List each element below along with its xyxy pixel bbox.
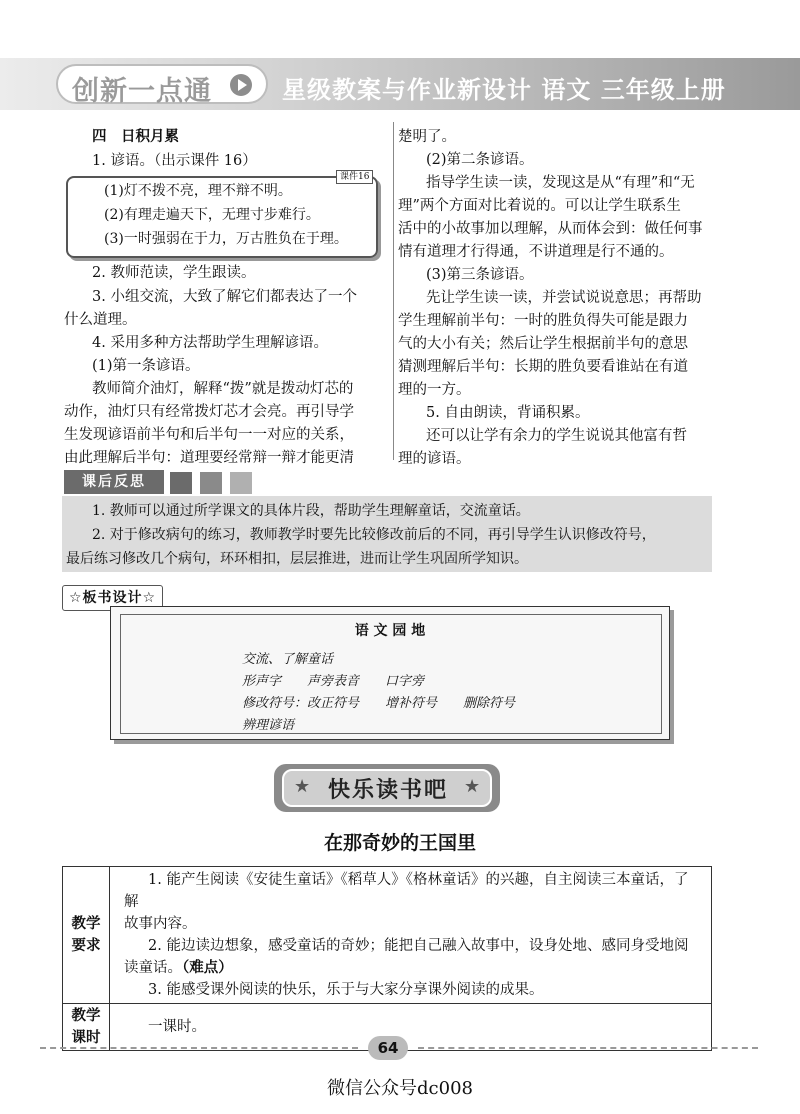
proverb-2: (2)有理走遍天下，无理寸步难行。	[104, 207, 320, 223]
difficulty-mark: （难点）	[182, 959, 233, 976]
play-icon	[230, 74, 252, 96]
right-line: 猜测理解后半句：长期的胜负要看谁站在有道	[398, 359, 688, 375]
star-icon: ★	[294, 776, 311, 797]
watermark: 微信公众号dc008	[327, 1078, 473, 1099]
left-line: 3. 小组交流，大致了解它们都表达了一个	[92, 289, 357, 305]
board-line: 形声字 声旁表音 口字旁	[242, 674, 425, 689]
hours-label: 教学 课时	[63, 1004, 110, 1051]
right-line: 学生理解前半句：一时的胜负得失可能是跟力	[398, 313, 688, 329]
board-label: ☆板书设计☆	[62, 585, 163, 611]
goal-line: 2. 能边读边想象，感受童话的奇妙；能把自己融入故事中，设身处地、感同身受地阅	[148, 938, 689, 954]
reflection-line: 1. 教师可以通过所学课文的具体片段，帮助学生理解童话，交流童话。	[92, 503, 530, 519]
left-line: 2. 教师范读，学生跟读。	[92, 265, 256, 281]
hours-cell: 一课时。	[110, 1004, 712, 1051]
left-line: 动作，油灯只有经常拨灯芯才会亮。再引导学	[64, 404, 354, 420]
board-line: 辨理谚语	[242, 718, 295, 733]
star-icon: ★	[464, 776, 481, 797]
reflection-label: 课后反思	[64, 470, 164, 494]
board-line: 交流、了解童话	[242, 652, 334, 667]
deco-square	[170, 472, 192, 494]
footer-divider	[40, 1047, 358, 1049]
goal-line: 1. 能产生阅读《安徒生童话》《稻草人》《格林童话》的兴趣，自主阅读三本童话，了解	[124, 872, 689, 910]
left-line: 生发现谚语前半句和后半句一一对应的关系，	[64, 427, 354, 443]
board-title: 语 文 园 地	[354, 623, 426, 639]
lesson-title: 在那奇妙的王国里	[323, 832, 476, 854]
right-line: (3)第三条谚语。	[426, 267, 534, 283]
goal-line: 3. 能感受课外阅读的快乐，乐于与大家分享课外阅读的成果。	[148, 982, 544, 998]
right-line: 理的一方。	[398, 382, 471, 398]
goals-label: 教学 要求	[63, 867, 110, 1004]
page-number: 64	[368, 1036, 408, 1060]
brand-text: 创新一点通	[72, 76, 212, 107]
right-line: 还可以让学有余力的学生说说其他富有哲	[426, 428, 687, 444]
slide-tag: 课件16	[336, 170, 373, 184]
goals-table	[62, 866, 712, 1051]
reading-badge-text: 快乐读书吧	[327, 778, 448, 803]
right-line: 理”两个方面对比着说的。可以让学生联系生	[398, 198, 681, 214]
goals-cell	[110, 867, 712, 1004]
footer-divider	[418, 1047, 758, 1049]
column-divider	[393, 122, 394, 460]
left-line: (1)第一条谚语。	[92, 358, 200, 374]
right-line: 活中的小故事加以理解，从而体会到：做任何事	[398, 221, 703, 237]
right-line: 先让学生读一读，并尝试说说意思；再帮助	[426, 290, 702, 306]
right-line: 气的大小有关；然后让学生根据前半句的意思	[398, 336, 688, 352]
goal-line: 故事内容。	[124, 916, 197, 932]
right-line: 5. 自由朗读，背诵积累。	[426, 405, 590, 421]
left-line: 什么道理。	[64, 312, 137, 328]
book-title: 星级教案与作业新设计 语文 三年级上册	[282, 76, 726, 104]
right-line: (2)第二条谚语。	[426, 152, 534, 168]
left-line: 4. 采用多种方法帮助学生理解谚语。	[92, 335, 328, 351]
right-line: 指导学生读一读，发现这是从“有理”和“无	[426, 175, 695, 191]
left-line: 由此理解后半句：道理要经常辩一辩才能更清	[64, 450, 354, 466]
section-heading: 四 日积月累	[92, 129, 179, 145]
proverb-3: (3)一时强弱在于力，万古胜负在于理。	[104, 231, 348, 247]
board-line: 修改符号：改正符号 增补符号 删除符号	[242, 696, 516, 711]
right-line: 楚明了。	[398, 129, 456, 145]
reflection-line: 2. 对于修改病句的练习，教师教学时要先比较修改前后的不同，再引导学生认识修改符号，	[92, 527, 656, 543]
reflection-line: 最后练习修改几个病句，环环相扣，层层推进，进而让学生巩固所学知识。	[66, 551, 528, 567]
item-1: 1. 谚语。（出示课件 16）	[92, 153, 257, 169]
right-line: 情有道理才行得通，不讲道理是行不通的。	[398, 244, 674, 260]
right-line: 理的谚语。	[398, 451, 471, 467]
deco-square	[200, 472, 222, 494]
proverb-1: (1)灯不拨不亮，理不辩不明。	[104, 183, 292, 199]
goal-line: 读童话。（难点）	[124, 959, 233, 976]
left-line: 教师简介油灯，解释“拨”就是拨动灯芯的	[92, 381, 354, 397]
deco-square	[230, 472, 252, 494]
brand-badge	[56, 64, 268, 107]
